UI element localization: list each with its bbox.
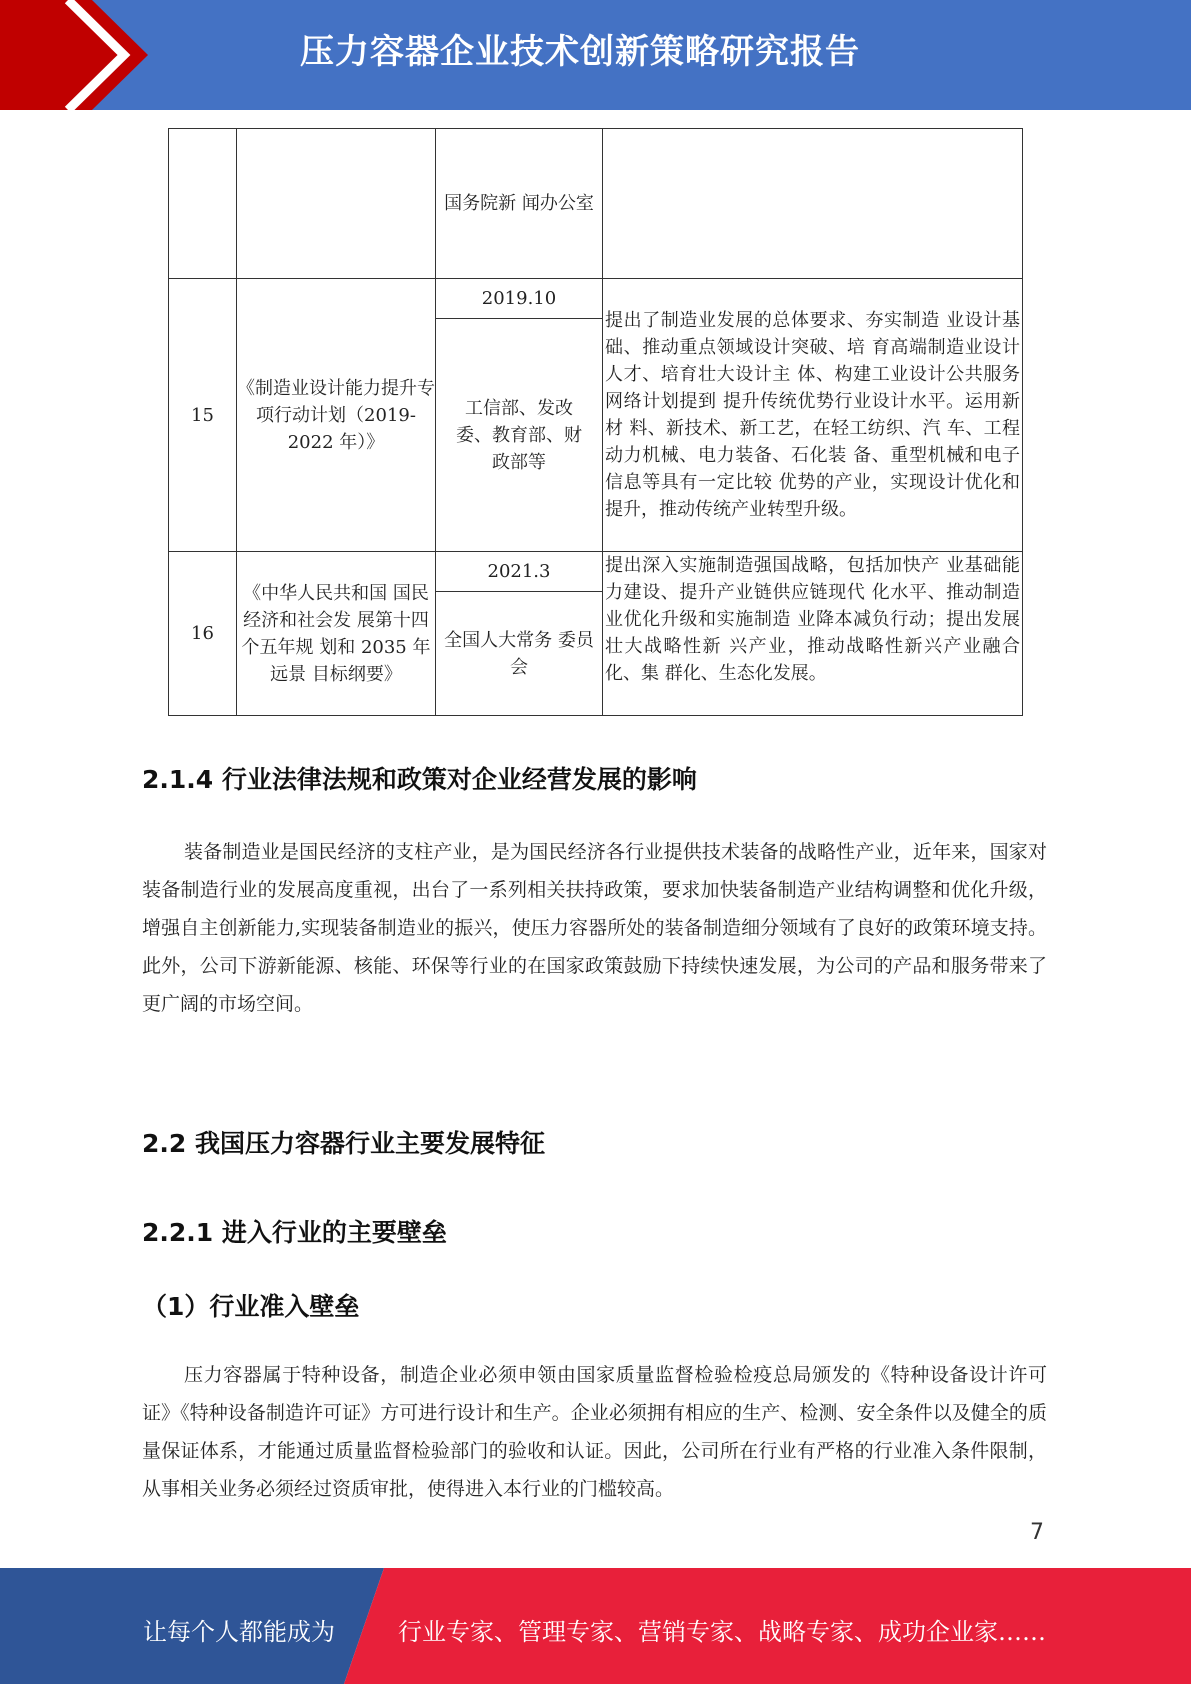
table-row: [169, 129, 1023, 279]
subsection-heading-entry-barrier: （1）行业准入壁垒: [142, 1292, 360, 1321]
table-cell-description: [603, 129, 1023, 279]
page-number: 7: [1030, 1520, 1044, 1545]
section-heading-2-1-4: 2.1.4 行业法律法规和政策对企业经营发展的影响: [142, 765, 697, 794]
header-chevron-graphic: [0, 0, 150, 110]
section-paragraph-2-1-4: 装备制造业是国民经济的支柱产业，是为国民经济各行业提供技术装备的战略性产业，近年来，国家对装备制造行业的发展高度重视，出台了一系列相关扶持政策，要求加快装备制造产业结构调整和优化升级，增强自主创新能力,实现装备制造业的振兴，使压力容器所处的装备制造细分领域有了良好的政策环境支持。此外，公司下游新能源、核能、环保等行业的在国家政策鼓励下持续快速发展，为公司的产品和服务带来了更广阔的市场空间。: [142, 841, 1047, 1015]
table-row: [169, 552, 1023, 592]
table-cell-policy-name: 《中华人民共和国 国民经济和社会发 展第十四个五年规 划和 2035 年远景 目标纲要》: [237, 552, 436, 716]
table-cell-number: 16: [169, 552, 237, 716]
table-cell-description: 提出深入实施制造强国战略，包括加快产 业基础能力建设、提升产业链供应链现代 化水平、推动制造业优化升级和实施制造 业降本减负行动；提出发展壮大战略性新 兴产业，推动战略性新兴产业融合化、集 群化、生态化发展。: [603, 552, 1023, 716]
table-cell-policy-name: 《制造业设计能力提升专项行动计划（2019-2022 年）》: [237, 279, 436, 552]
table-cell-number: 15: [169, 279, 237, 552]
report-title: 压力容器企业技术创新策略研究报告: [300, 32, 860, 72]
page-header: [0, 0, 1191, 110]
table-cell-description: 提出了制造业发展的总体要求、夯实制造 业设计基础、推动重点领域设计突破、培 育高端制造业设计人才、培育壮大设计主 体、构建工业设计公共服务网络计划提到 提升传统优势行业设计水平。运用新材 料、新技术、新工艺，在轻工纺织、汽 车、工程动力机械、电力装备、石化装 备、重型机械和电子信息等具有一定比较 优势的产业，实现设计优化和提升，推动传统产业转型升级。: [603, 279, 1023, 552]
section-heading-2-2-1: 2.2.1 进入行业的主要壁垒: [142, 1218, 447, 1247]
subsection-paragraph-entry-barrier: 压力容器属于特种设备，制造企业必须申领由国家质量监督检验检疫总局颁发的《特种设备设计许可证》《特种设备制造许可证》方可进行设计和生产。企业必须拥有相应的生产、检测、安全条件以及健全的质量保证体系，才能通过质量监督检验部门的验收和认证。因此，公司所在行业有严格的行业准入条件限制，从事相关业务必须经过资质审批，使得进入本行业的门槛较高。: [142, 1364, 1047, 1500]
table-cell-issuer: 国务院新 闻办公室: [436, 129, 603, 279]
table-cell-number: [169, 129, 237, 279]
section-heading-2-2: 2.2 我国压力容器行业主要发展特征: [142, 1129, 545, 1158]
footer-slogan-left: 让每个人都能成为: [143, 1618, 335, 1646]
table-cell-date: 2021.3: [436, 552, 603, 592]
footer-slogan-right: 行业专家、管理专家、营销专家、战略专家、成功企业家……: [398, 1618, 1046, 1646]
table-cell-policy-name: [237, 129, 436, 279]
policy-table: [168, 128, 1023, 716]
table-cell-issuer: 工信部、发改委、教育部、财政部等: [436, 319, 603, 552]
page-footer: [0, 1568, 1191, 1684]
table-cell-date: 2019.10: [436, 279, 603, 319]
table-row: [169, 279, 1023, 319]
table-cell-issuer: 全国人大常务 委员会: [436, 592, 603, 716]
